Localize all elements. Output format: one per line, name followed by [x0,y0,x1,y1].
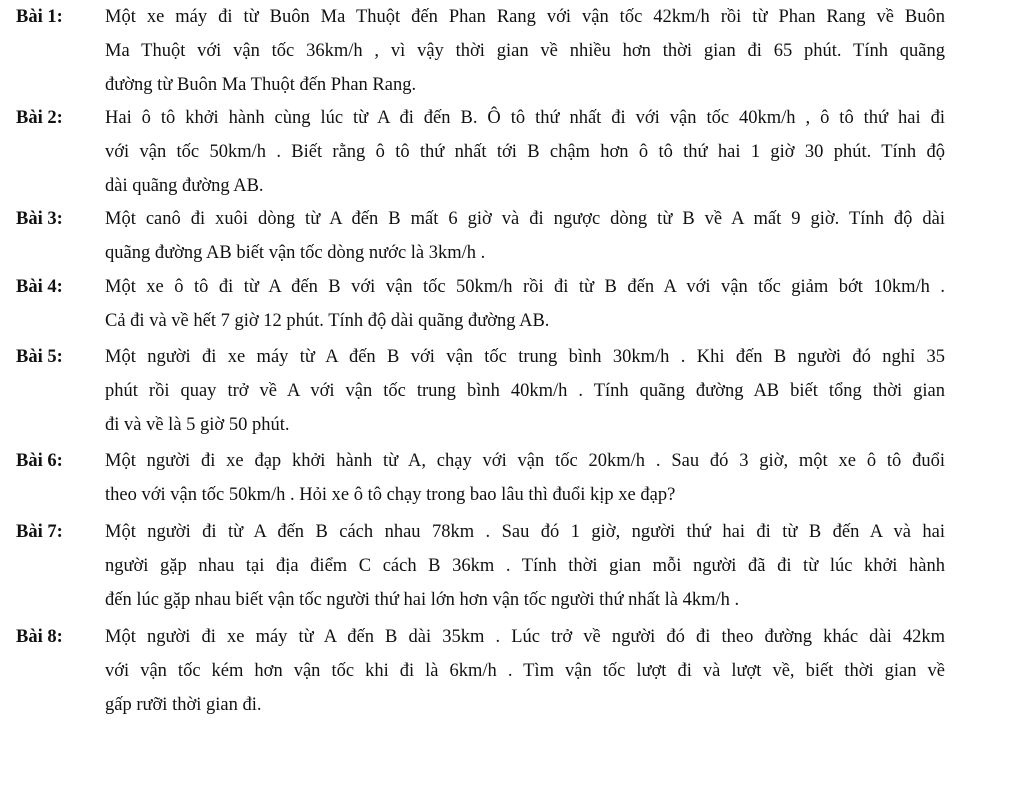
problem-text [105,101,945,203]
problem-text [105,202,945,270]
text-line: Cả đi và về hết 7 giờ 12 phút. Tính độ dài quãng đường AB. [105,311,550,331]
problem-text [105,0,945,102]
problem-text [105,444,945,512]
problem-text [105,620,945,722]
text-line: Một người đi xe đạp khởi hành từ A, chạy với vận tốc 20km/h . Sau đó 3 giờ, một xe ô tô đuổi [105,451,945,471]
problem-label: Bài 7: [16,522,63,542]
text-line: đến lúc gặp nhau biết vận tốc người thứ hai lớn hơn vận tốc người thứ nhất là 4km/h . [105,590,740,610]
text-line: Ma Thuột với vận tốc 36km/h , vì vậy thời gian về nhiều hơn thời gian đi 65 phút. Tính quãng [105,41,945,61]
problem-label: Bài 1: [16,7,63,27]
text-line: Một người đi từ A đến B cách nhau 78km . Sau đó 1 giờ, người thứ hai đi từ B đến A và hai [105,522,945,542]
text-line: gấp rưỡi thời gian đi. [105,695,262,715]
text-line: phút rồi quay trở về A với vận tốc trung bình 40km/h . Tính quãng đường AB biết tổng thời gian [105,381,945,401]
text-line: Một người đi xe máy từ A đến B với vận tốc trung bình 30km/h . Khi đến B người đó nghỉ 35 [105,347,945,367]
text-line: quãng đường AB biết vận tốc dòng nước là 3km/h . [105,243,486,263]
text-line: đi và về là 5 giờ 50 phút. [105,415,290,435]
text-line: Một người đi xe máy từ A đến B dài 35km . Lúc trở về người đó đi theo đường khác dài 42km [105,627,945,647]
text-line: theo với vận tốc 50km/h . Hỏi xe ô tô chạy trong bao lâu thì đuổi kịp xe đạp? [105,485,676,505]
text-line: dài quãng đường AB. [105,176,264,196]
problem-label: Bài 6: [16,451,63,471]
problem-label: Bài 3: [16,209,63,229]
text-line: Một canô đi xuôi dòng từ A đến B mất 6 giờ và đi ngược dòng từ B về A mất 9 giờ. Tính độ dài [105,209,945,229]
text-line: Một xe máy đi từ Buôn Ma Thuột đến Phan Rang với vận tốc 42km/h rồi từ Phan Rang về Buôn [105,7,945,27]
problem-text [105,270,945,338]
problem-text [105,340,945,442]
text-line: đường từ Buôn Ma Thuột đến Phan Rang. [105,75,417,95]
text-line: với vận tốc kém hơn vận tốc khi đi là 6km/h . Tìm vận tốc lượt đi và lượt về, biết thời gian về [105,661,945,681]
problem-label: Bài 8: [16,627,63,647]
problem-label: Bài 4: [16,277,63,297]
text-line: với vận tốc 50km/h . Biết rằng ô tô thứ nhất tới B chậm hơn ô tô thứ hai 1 giờ 30 phút. Tính độ [105,142,945,162]
text-line: Một xe ô tô đi từ A đến B với vận tốc 50km/h rồi đi từ B đến A với vận tốc giảm bớt 10km/h . [105,277,945,297]
problem-label: Bài 5: [16,347,63,367]
problem-label: Bài 2: [16,108,63,128]
text-line: Hai ô tô khởi hành cùng lúc từ A đi đến B. Ô tô thứ nhất đi với vận tốc 40km/h , ô tô thứ hai đi [105,108,945,128]
problem-text [105,515,945,617]
text-line: người gặp nhau tại địa điểm C cách B 36km . Tính thời gian mỗi người đã đi từ lúc khởi hành [105,556,945,576]
